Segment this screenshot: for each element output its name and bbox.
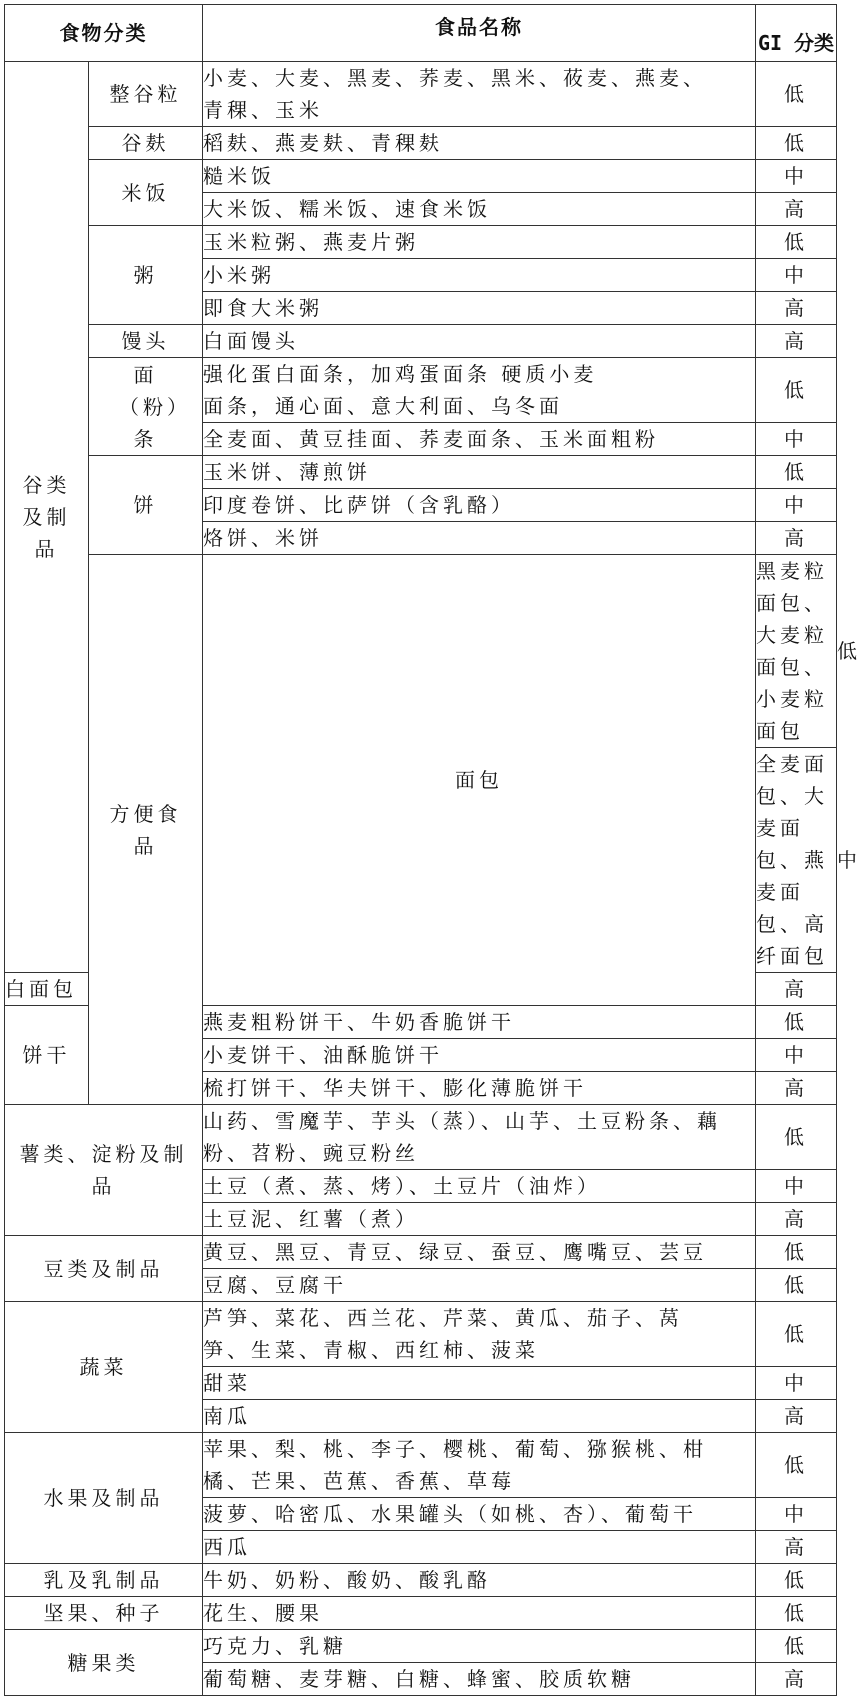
food-name-cell: 白面包 <box>5 973 89 1006</box>
gi-value-cell: 高 <box>756 973 837 1006</box>
gi-value-cell: 低 <box>756 1433 837 1498</box>
table-row <box>5 1630 837 1663</box>
food-name-cell: 糙米饭 <box>203 160 756 193</box>
table-row <box>5 226 837 259</box>
food-name-cell: 小麦、大麦、黑麦、荞麦、黑米、莜麦、燕麦、青稞、玉米 <box>203 62 756 127</box>
subcategory-cell: 饼 <box>89 456 203 555</box>
food-name-cell: 芦笋、菜花、西兰花、芹菜、黄瓜、茄子、莴笋、生菜、青椒、西红柿、菠菜 <box>203 1302 756 1367</box>
gi-value-cell: 高 <box>756 522 837 555</box>
gi-value-cell: 高 <box>756 1663 837 1696</box>
table-row <box>5 456 837 489</box>
food-name-cell: 强化蛋白面条，加鸡蛋面条 硬质小麦面条，通心面、意大利面、乌冬面 <box>203 358 756 423</box>
food-name-cell: 即食大米粥 <box>203 292 756 325</box>
header-gi-class: GI 分类 <box>756 5 837 62</box>
food-name-cell: 白面馒头 <box>203 325 756 358</box>
category-cell: 蔬菜 <box>5 1302 203 1433</box>
header-category: 食物分类 <box>5 5 203 62</box>
gi-value-cell: 高 <box>756 1203 837 1236</box>
table-row <box>5 62 837 127</box>
food-name-cell: 烙饼、米饼 <box>203 522 756 555</box>
food-name-cell: 土豆（煮、蒸、烤）、土豆片（油炸） <box>203 1170 756 1203</box>
gi-value-cell: 中 <box>756 160 837 193</box>
table-row <box>5 1236 837 1269</box>
category-cell: 谷类及制品 <box>5 62 89 973</box>
table-row <box>5 325 837 358</box>
gi-value-cell: 低 <box>756 1597 837 1630</box>
food-name-cell: 葡萄糖、麦芽糖、白糖、蜂蜜、胶质软糖 <box>203 1663 756 1696</box>
food-name-cell: 黄豆、黑豆、青豆、绿豆、蚕豆、鹰嘴豆、芸豆 <box>203 1236 756 1269</box>
gi-value-cell: 低 <box>756 127 837 160</box>
food-name-cell: 印度卷饼、比萨饼（含乳酪） <box>203 489 756 522</box>
header-food-name: 食品名称 <box>203 5 756 62</box>
gi-value-cell: 高 <box>756 1072 837 1105</box>
category-cell: 乳及乳制品 <box>5 1564 203 1597</box>
table-row <box>5 1433 837 1498</box>
gi-classification-table <box>4 4 861 1696</box>
gi-value-cell: 中 <box>756 1498 837 1531</box>
table-row <box>5 160 837 193</box>
food-name-cell: 苹果、梨、桃、李子、樱桃、葡萄、猕猴桃、柑橘、芒果、芭蕉、香蕉、草莓 <box>203 1433 756 1498</box>
food-name-cell: 大米饭、糯米饭、速食米饭 <box>203 193 756 226</box>
food-name-cell: 南瓜 <box>203 1400 756 1433</box>
gi-value-cell: 高 <box>756 193 837 226</box>
food-name-cell: 玉米粒粥、燕麦片粥 <box>203 226 756 259</box>
gi-value-cell: 高 <box>756 1531 837 1564</box>
food-name-cell: 小米粥 <box>203 259 756 292</box>
gi-value-cell: 中 <box>756 259 837 292</box>
food-name-cell: 菠萝、哈密瓜、水果罐头（如桃、杏）、葡萄干 <box>203 1498 756 1531</box>
category-cell: 坚果、种子 <box>5 1597 203 1630</box>
table-row <box>5 1564 837 1597</box>
gi-value-cell: 低 <box>756 1564 837 1597</box>
header-row <box>5 5 837 62</box>
gi-value-cell: 高 <box>756 325 837 358</box>
food-name-cell: 全麦面包、大麦面包、燕麦面包、高纤面包 <box>756 748 837 973</box>
subcategory-cell: 粥 <box>89 226 203 325</box>
gi-value-cell: 低 <box>756 1302 837 1367</box>
food-name-cell: 土豆泥、红薯（煮） <box>203 1203 756 1236</box>
subcategory-cell: 谷麸 <box>89 127 203 160</box>
food-name-cell: 山药、雪魔芋、芋头（蒸）、山芋、土豆粉条、藕粉、苕粉、豌豆粉丝 <box>203 1105 756 1170</box>
subcategory-cell: 馒头 <box>89 325 203 358</box>
gi-value-cell: 低 <box>756 226 837 259</box>
table-row: 全麦面包、大麦面包、燕麦面包、高纤面包 中 <box>5 748 837 973</box>
table-row <box>5 127 837 160</box>
category-cell: 水果及制品 <box>5 1433 203 1564</box>
food-name-cell: 黑麦粒面包、大麦粒面包、小麦粒面包 <box>756 555 837 748</box>
gi-value-cell: 低 <box>756 456 837 489</box>
category-cell: 豆类及制品 <box>5 1236 203 1302</box>
food-name-cell: 稻麸、燕麦麸、青稞麸 <box>203 127 756 160</box>
food-name-cell: 巧克力、乳糖 <box>203 1630 756 1663</box>
gi-value-cell: 高 <box>756 292 837 325</box>
category-cell: 方便食品 <box>89 555 203 1105</box>
table-row <box>5 358 837 423</box>
table-row: 方便食品 面包 黑麦粒面包、大麦粒面包、小麦粒面包 低 <box>5 555 837 748</box>
food-name-cell: 梳打饼干、华夫饼干、膨化薄脆饼干 <box>203 1072 756 1105</box>
table-row <box>5 1105 837 1170</box>
gi-value-cell: 低 <box>756 1630 837 1663</box>
gi-value-cell: 中 <box>756 489 837 522</box>
gi-value-cell: 低 <box>756 358 837 423</box>
gi-value-cell: 高 <box>756 1400 837 1433</box>
subcategory-cell: 整谷粒 <box>89 62 203 127</box>
gi-value-cell: 低 <box>756 1236 837 1269</box>
gi-value-cell: 低 <box>756 1105 837 1170</box>
food-name-cell: 全麦面、黄豆挂面、荞麦面条、玉米面粗粉 <box>203 423 756 456</box>
food-name-cell: 甜菜 <box>203 1367 756 1400</box>
food-name-cell: 豆腐、豆腐干 <box>203 1269 756 1302</box>
food-name-cell: 西瓜 <box>203 1531 756 1564</box>
table-row <box>5 1597 837 1630</box>
gi-value-cell: 中 <box>756 1367 837 1400</box>
subcategory-cell: 米饭 <box>89 160 203 226</box>
subcategory-cell: 面（粉）条 <box>89 358 203 456</box>
subcategory-cell: 面包 <box>203 555 756 1006</box>
food-name-cell: 小麦饼干、油酥脆饼干 <box>203 1039 756 1072</box>
gi-value-cell: 中 <box>756 423 837 456</box>
food-name-cell: 花生、腰果 <box>203 1597 756 1630</box>
gi-value-cell: 低 <box>756 1269 837 1302</box>
table-row <box>5 1302 837 1367</box>
gi-value-cell: 中 <box>756 1039 837 1072</box>
category-cell: 薯类、淀粉及制品 <box>5 1105 203 1236</box>
gi-value-cell: 低 <box>756 62 837 127</box>
food-name-cell: 牛奶、奶粉、酸奶、酸乳酪 <box>203 1564 756 1597</box>
gi-value-cell: 低 <box>756 1006 837 1039</box>
food-name-cell: 燕麦粗粉饼干、牛奶香脆饼干 <box>203 1006 756 1039</box>
category-cell: 糖果类 <box>5 1630 203 1696</box>
gi-value-cell: 中 <box>756 1170 837 1203</box>
subcategory-cell: 饼干 <box>5 1006 89 1105</box>
food-name-cell: 玉米饼、薄煎饼 <box>203 456 756 489</box>
